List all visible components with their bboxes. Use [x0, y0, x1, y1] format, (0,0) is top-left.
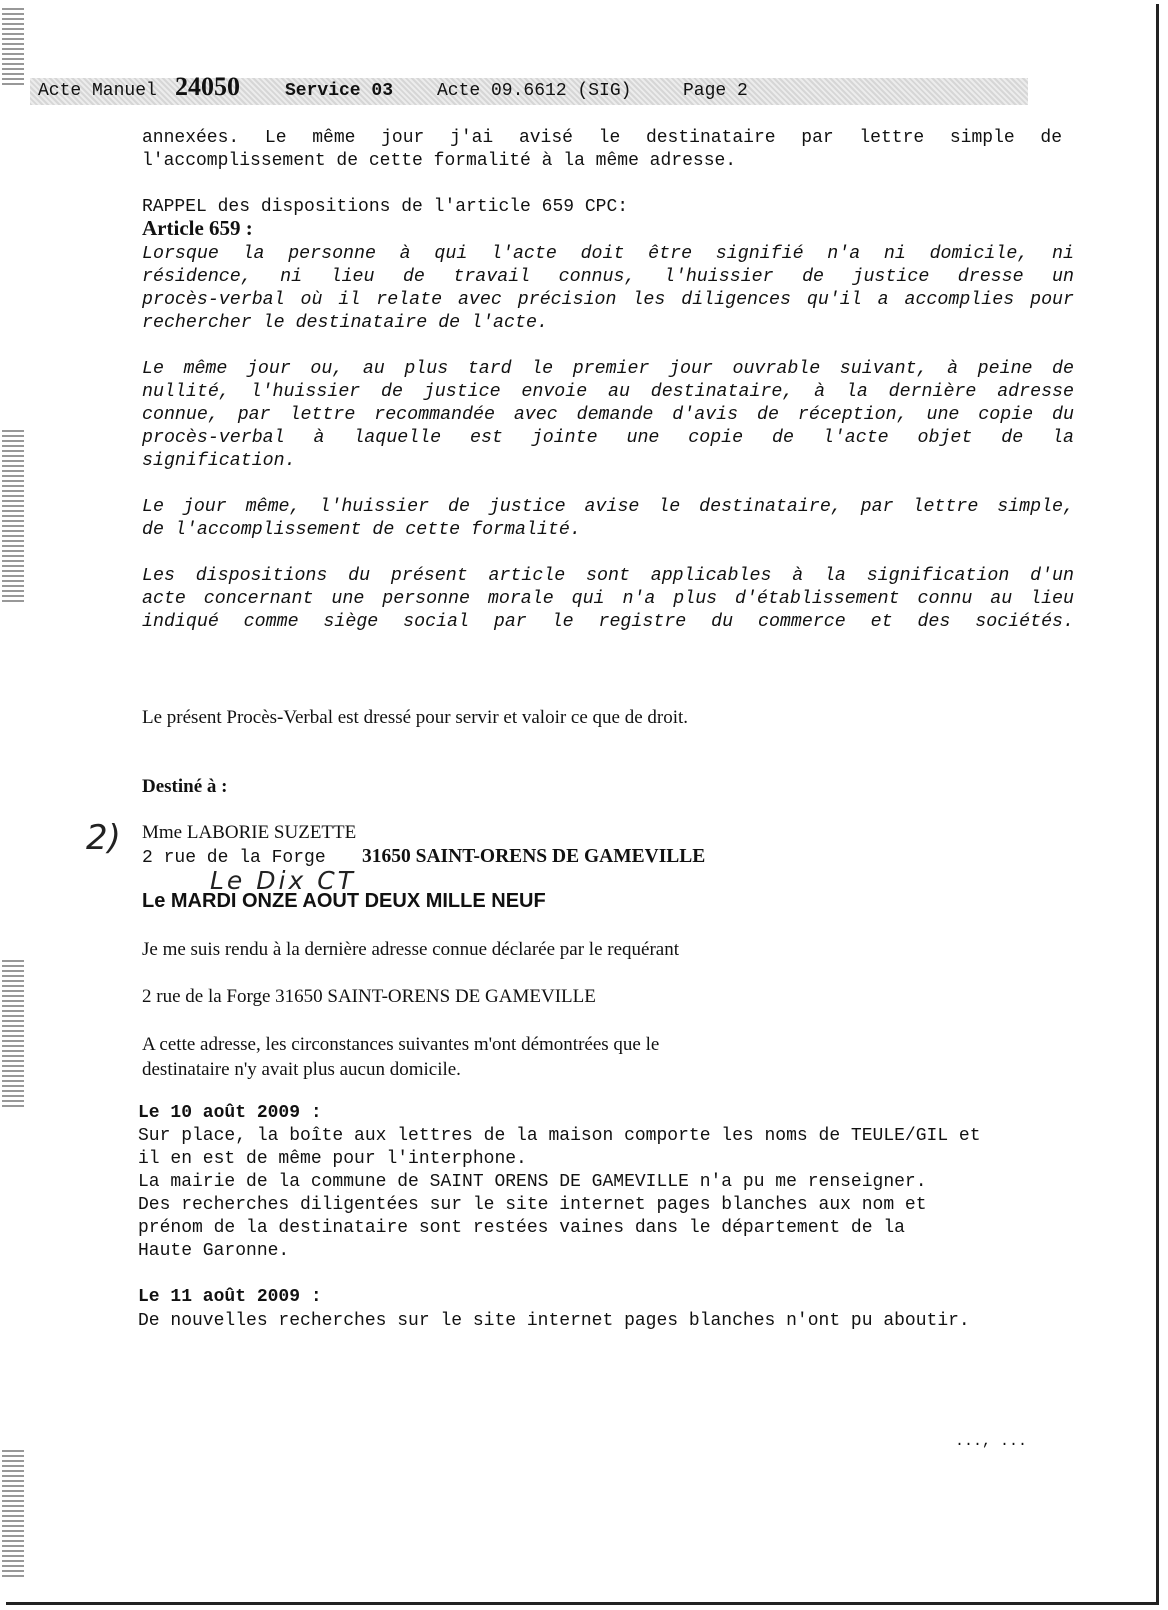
- handwritten-margin-mark: 2): [86, 818, 121, 858]
- scan-artifact: [2, 8, 24, 88]
- entry-line: La mairie de la commune de SAINT ORENS DE GAMEVILLE n'a pu me renseigner.: [138, 1172, 927, 1192]
- entry-date: Le 11 août 2009 :: [138, 1287, 322, 1307]
- article-line: rechercher le destinataire de l'acte.: [142, 313, 548, 333]
- entry-line: Sur place, la boîte aux lettres de la maison comporte les noms de TEULE/GIL et: [138, 1126, 981, 1146]
- entry-line: Des recherches diligentées sur le site internet pages blanches aux nom et: [138, 1195, 927, 1215]
- visit-address: 2 rue de la Forge 31650 SAINT-ORENS DE GAMEVILLE: [142, 986, 596, 1007]
- scan-artifact: [2, 960, 24, 1110]
- article-line: résidence, ni lieu de travail connus, l'huissier de justice dresse un: [142, 267, 1074, 287]
- article-line: procès-verbal à laquelle est jointe une copie de l'acte objet de la: [142, 428, 1074, 448]
- header-acte-manuel-label: Acte Manuel: [38, 81, 157, 101]
- continuation-mark: ..., ...: [955, 1433, 1028, 1450]
- article-line: Lorsque la personne à qui l'acte doit être signifié n'a ni domicile, ni: [142, 244, 1074, 264]
- entry-line: prénom de la destinataire sont restées vaines dans le département de la: [138, 1218, 905, 1238]
- scan-artifact: [2, 1450, 24, 1580]
- entry-line: il en est de même pour l'interphone.: [138, 1149, 527, 1169]
- intro-line: l'accomplissement de cette formalité à la même adresse.: [142, 151, 737, 171]
- header-acte-manuel-number: 24050: [175, 72, 240, 101]
- article-line: connue, par lettre recommandée avec demande d'avis de réception, une copie du: [142, 405, 1074, 425]
- article-line: Les dispositions du présent article sont applicables à la signification d'un: [142, 566, 1074, 586]
- entry-line: Haute Garonne.: [138, 1241, 290, 1261]
- circumstances-line: A cette adresse, les circonstances suivantes m'ont démontrées que le: [142, 1034, 660, 1055]
- article-line: nullité, l'huissier de justice envoie au destinataire, à la dernière adresse: [142, 382, 1074, 402]
- header-acte: Acte 09.6612 (SIG): [437, 81, 632, 101]
- circumstances-line: destinataire n'y avait plus aucun domicile.: [142, 1059, 461, 1080]
- date-line: Le MARDI ONZE AOUT DEUX MILLE NEUF: [142, 890, 546, 912]
- article-line: de l'accomplissement de cette formalité.: [142, 520, 581, 540]
- rappel-label: RAPPEL des dispositions de l'article 659 CPC:: [142, 197, 629, 217]
- closing-statement: Le présent Procès-Verbal est dressé pour servir et valoir ce que de droit.: [142, 707, 689, 728]
- entry-date: Le 10 août 2009 :: [138, 1103, 322, 1123]
- header-page: Page 2: [683, 81, 748, 101]
- scan-artifact: [2, 430, 24, 605]
- article-line: Le jour même, l'huissier de justice avise le destinataire, par lettre simple,: [142, 497, 1074, 517]
- article-line: procès-verbal où il relate avec précision les diligences qu'il a accomplies pour: [142, 290, 1074, 310]
- article-line: acte concernant une personne morale qui n'a plus d'établissement connu au lieu: [142, 589, 1074, 609]
- article-line: Le même jour ou, au plus tard le premier jour ouvrable suivant, à peine de: [142, 359, 1074, 379]
- recipient-name: Mme LABORIE SUZETTE: [142, 822, 357, 843]
- article-line: indiqué comme siège social par le registre du commerce et des sociétés.: [142, 612, 1074, 632]
- entry-line: De nouvelles recherches sur le site internet pages blanches n'ont pu aboutir.: [138, 1311, 970, 1331]
- intro-line: annexées. Le même jour j'ai avisé le destinataire par lettre simple de: [142, 128, 1062, 148]
- header-service: Service 03: [285, 81, 394, 101]
- article-title: Article 659 :: [142, 216, 253, 240]
- recipient-street: 2 rue de la Forge: [142, 848, 326, 868]
- handwritten-note: Le Dix CT: [210, 866, 356, 895]
- recipient-city: 31650 SAINT-ORENS DE GAMEVILLE: [362, 846, 706, 867]
- article-line: signification.: [142, 451, 296, 471]
- destine-label: Destiné à :: [142, 776, 228, 797]
- visit-statement: Je me suis rendu à la dernière adresse connue déclarée par le requérant: [142, 939, 680, 960]
